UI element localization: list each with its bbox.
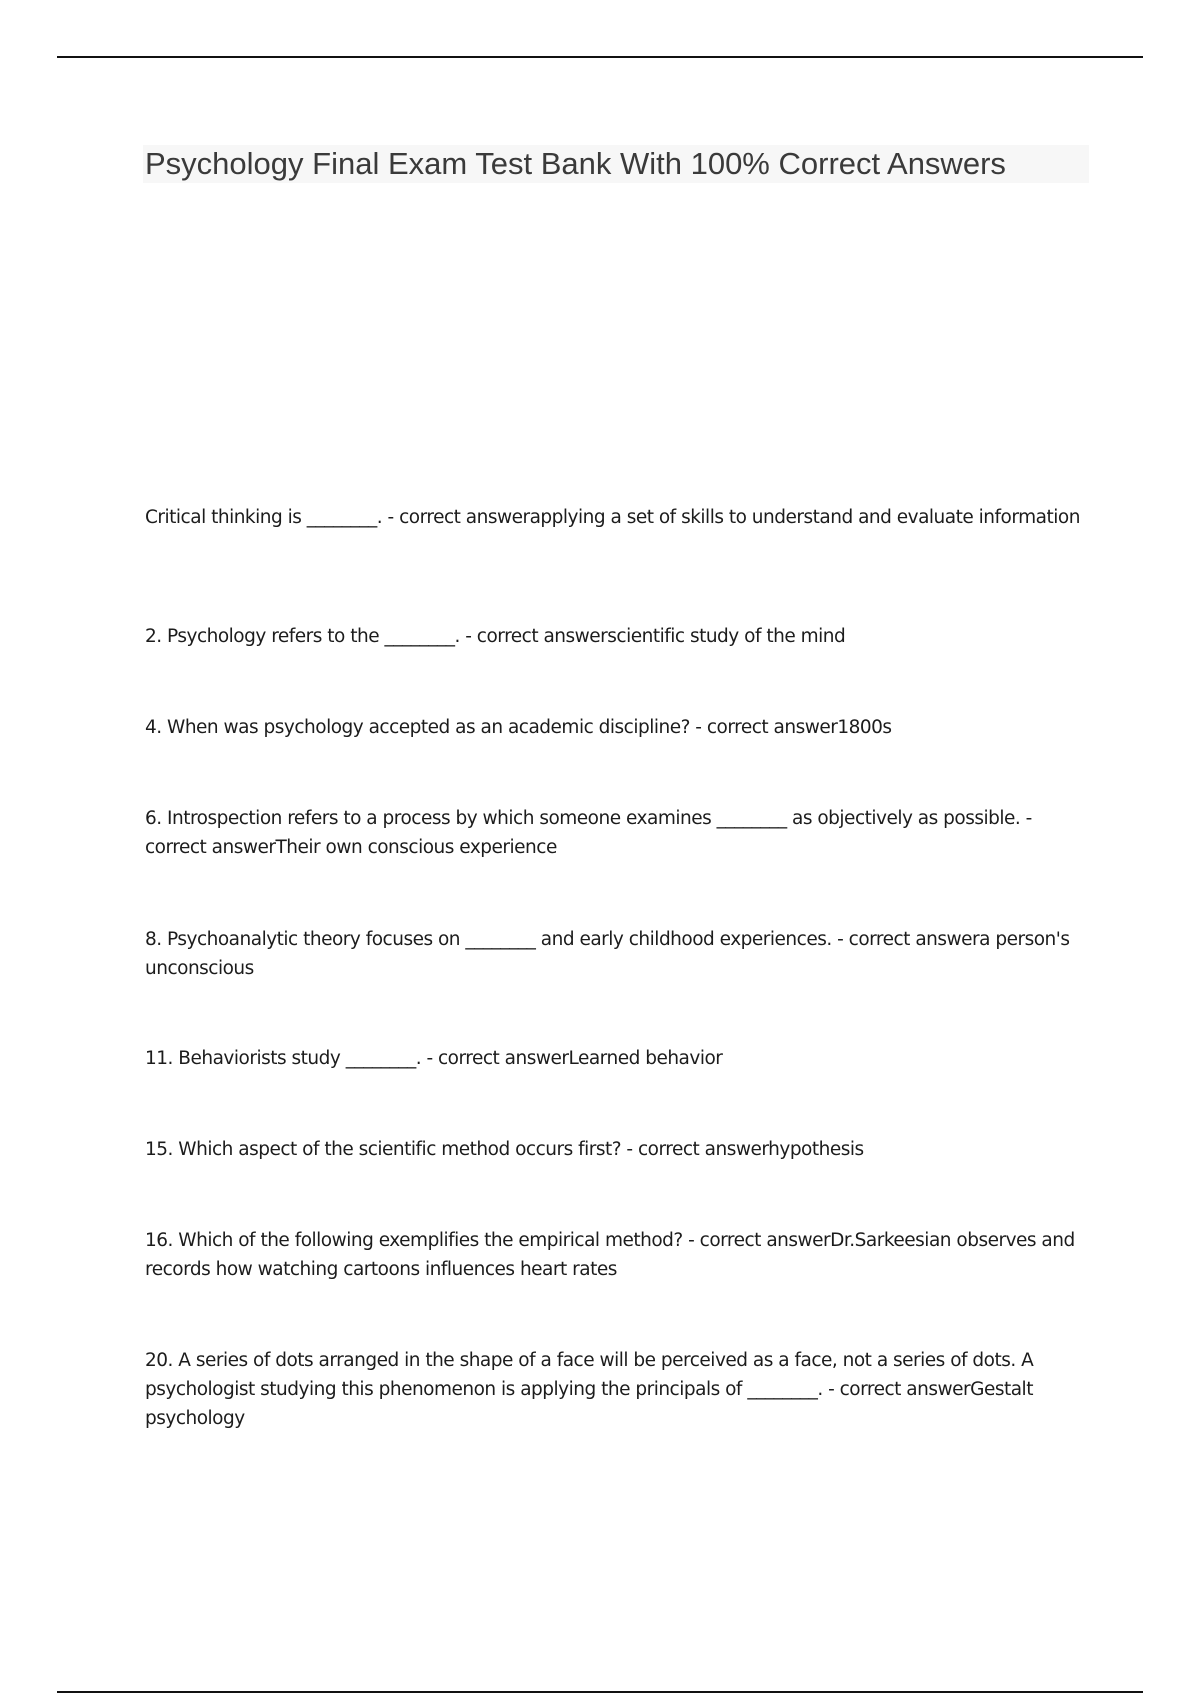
header-divider [57,56,1143,58]
question-item: 4. When was psychology accepted as an academic discipline? - correct answer1800s [145,717,892,738]
question-item: 15. Which aspect of the scientific method occurs first? - correct answerhypothesis [145,1139,864,1160]
question-item: 20. A series of dots arranged in the shape of a face will be perceived as a face, not a series of dots. A psychologist studying this phenomenon is applying the principals of ________. - correct answerGestalt psychology [145,1350,1034,1429]
footer-divider [57,1691,1143,1693]
question-item: 11. Behaviorists study ________. - correct answerLearned behavior [145,1048,723,1069]
question-item: 8. Psychoanalytic theory focuses on ________ and early childhood experiences. - correct answera person's unconscious [145,929,1070,979]
question-item: 6. Introspection refers to a process by which someone examines ________ as objectively as possible. - correct answerTheir own conscious experience [145,808,1032,858]
question-item: Critical thinking is ________. - correct answerapplying a set of skills to understand and evaluate information [145,507,1080,528]
document-title: Psychology Final Exam Test Bank With 100% Correct Answers [145,146,1006,181]
question-item: 16. Which of the following exemplifies the empirical method? - correct answerDr.Sarkeesian observes and records how watching cartoons influences heart rates [145,1230,1075,1280]
question-item: 2. Psychology refers to the ________. - correct answerscientific study of the mind [145,626,846,647]
